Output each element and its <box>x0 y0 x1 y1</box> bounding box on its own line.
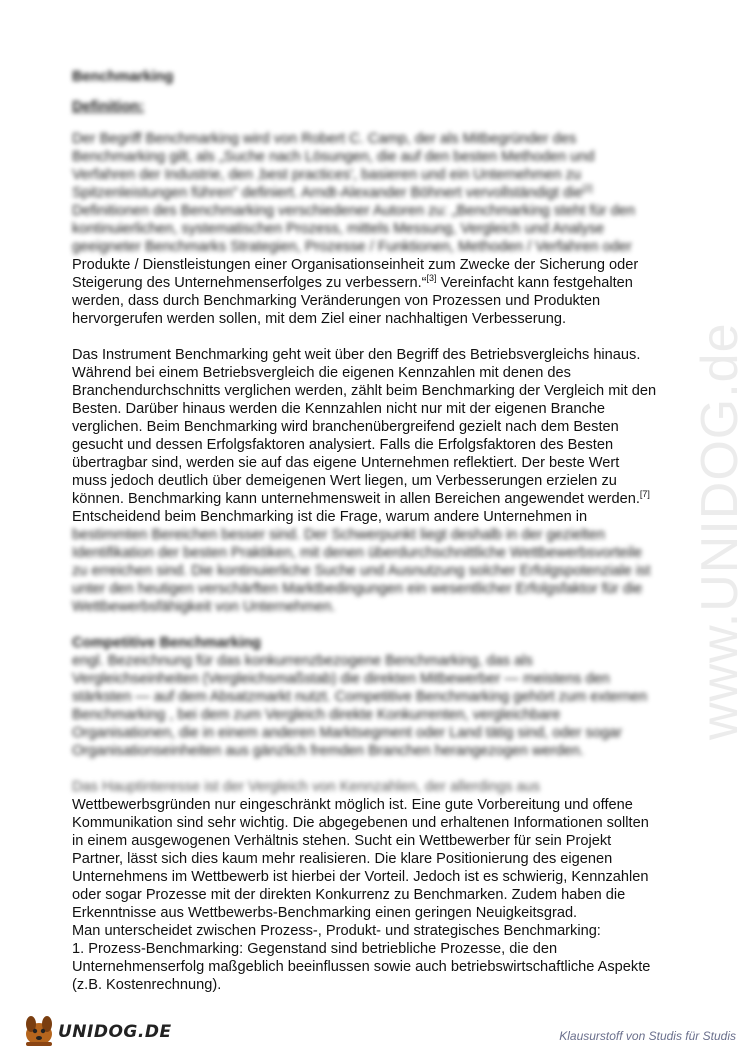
text-line: werden, dass durch Benchmarking Veränderungen von Prozessen und Produkten <box>72 293 601 309</box>
text-line: Wettbewerbsgründen nur eingeschränkt möglich ist. Eine gute Vorbereitung und offene <box>72 797 633 813</box>
text-line: Das Hauptinteresse ist der Vergleich von Kennzahlen, der allerdings aus <box>72 779 541 795</box>
text-line: engl. Bezeichnung für das konkurrenzbezogene Benchmarking, das als <box>72 653 533 669</box>
document-title: Benchmarking <box>72 69 174 85</box>
text-line: unter den heutigen verschärften Marktbedingungen ein wesentlicher Erfolgsfaktor für die <box>72 581 643 597</box>
footnote-ref: [2] <box>582 183 593 194</box>
text-line <box>72 274 682 292</box>
text-line: kontinuierlichen, systematischen Prozess, mittels Messung, Vergleich und Analyse <box>72 221 605 237</box>
unidog-logo[interactable] <box>22 1012 172 1048</box>
text-line-body: Steigerung des Unternehmenserfolges zu verbessern.“ <box>72 275 427 291</box>
text-line: Benchmarking gilt, als „Suche nach Lösungen, die auf den besten Methoden und <box>72 149 595 165</box>
paragraph-definition <box>72 130 682 328</box>
text-line: 1. Prozess-Benchmarking: Gegenstand sind betriebliche Prozesse, die den <box>72 941 558 957</box>
text-line <box>72 184 682 202</box>
text-line-tail: Vereinfacht kann festgehalten <box>436 275 633 291</box>
text-line: oder sogar Prozesse mit der direkten Konkurrenz zu Benchmarken. Zudem haben die <box>72 887 626 903</box>
text-line: Vergleichseinheiten (Vergleichsmaßstab) die direkten Mitbewerber — meistens den <box>72 671 610 687</box>
footnote-ref: [7] <box>639 489 650 500</box>
text-line: Organisationen, die in einem anderen Marktsegment oder Land tätig sind, oder sogar <box>72 725 623 741</box>
text-line: Entscheidend beim Benchmarking ist die Frage, warum andere Unternehmen in <box>72 509 588 525</box>
paragraph-main-interest <box>72 778 682 994</box>
text-line: (z.B. Kostenrechnung). <box>72 977 222 993</box>
text-line: Organisationseinheiten aus gänzlich fremden Branchen herangezogen werden. <box>72 743 584 759</box>
text-line: übertragbar sind, werden sie auf das eigene Unternehmen reflektiert. Der beste Wert <box>72 455 620 471</box>
text-line: Partner, lässt sich dies kaum mehr realisieren. Die klare Positionierung des eigenen <box>72 851 613 867</box>
text-line-body: können. Benchmarking kann unternehmensweit in allen Bereichen angewendet werden. <box>72 491 640 507</box>
dog-icon <box>22 1012 62 1048</box>
text-line: Wettbewerbsfähigkeit von Unternehmen. <box>72 599 336 615</box>
definition-heading: Definition: <box>72 99 145 115</box>
text-line: Identifikation der besten Praktiken, mit denen überdurchschnittliche Wettbewerbsvorteile <box>72 545 643 561</box>
footnote-ref: [3] <box>426 273 437 284</box>
text-line: Unternehmenserfolg maßgeblich beeinflussen sowie auch betriebswirtschaftliche Aspekte <box>72 959 651 975</box>
text-line: in einem ausgewogenen Verhältnis stehen. Sucht ein Wettbewerber für sein Projekt <box>72 833 612 849</box>
text-line: Definitionen des Benchmarking verschiedener Autoren zu: „Benchmarking steht für den <box>72 203 635 219</box>
text-line: verglichen. Beim Benchmarking wird branchenübergreifend gezielt nach dem Besten <box>72 419 619 435</box>
text-line: hervorgerufen werden sollen, mit dem Ziel einer nachhaltigen Verbesserung. <box>72 311 567 327</box>
logo-text: UNIDOG.DE <box>58 1022 172 1042</box>
text-line: Benchmarking , bei dem zum Vergleich direkte Konkurrenten, vergleichbare <box>72 707 561 723</box>
text-line: Erkenntnisse aus Wettbewerbs-Benchmarking einen geringen Neuigkeitsgrad. <box>72 905 578 921</box>
text-line: geeigneter Benchmarks Strategien, Prozesse / Funktionen, Methoden / Verfahren oder <box>72 239 632 255</box>
text-line: Branchendurchschnitts verglichen werden, zählt beim Benchmarking der Vergleich mit den <box>72 383 657 399</box>
text-line: Der Begriff Benchmarking wird von Robert C. Camp, der als Mitbegründer des <box>72 131 577 147</box>
text-line-body: Spitzenleistungen führen" definiert. Arndt-Alexander Böhnert vervollständigt die <box>72 185 583 201</box>
text-line: Produkte / Dienstleistungen einer Organisationseinheit zum Zwecke der Sicherung oder <box>72 257 639 273</box>
text-line <box>72 490 682 508</box>
text-line: stärksten — auf dem Absatzmarkt nutzt. Competitive Benchmarking gehört zum externen <box>72 689 648 705</box>
text-line: Besten. Darüber hinaus werden die Kennzahlen nicht nur mit der eigenen Branche <box>72 401 606 417</box>
text-line: Das Instrument Benchmarking geht weit über den Begriff des Betriebsvergleichs hinaus. <box>72 347 641 363</box>
text-line: Man unterscheidet zwischen Prozess-, Produkt- und strategisches Benchmarking: <box>72 923 601 939</box>
text-line: Während bei einem Betriebsvergleich die eigenen Kennzahlen mit denen des <box>72 365 571 381</box>
watermark-text: www.UNIDOG.de <box>691 322 749 740</box>
text-line: Verfahren der Industrie, den ‚best practices', basieren und ein Unternehmen zu <box>72 167 582 183</box>
paragraph-instrument <box>72 346 682 616</box>
document-body <box>72 68 682 1012</box>
text-line: Kommunikation sind sehr wichtig. Die abgegebenen und erhaltenen Informationen sollten <box>72 815 649 831</box>
text-line: Unternehmens im Wettbewerb ist hierbei der Vorteil. Jedoch ist es schwierig, Kennzahlen <box>72 869 649 885</box>
footer-tagline: Klausurstoff von Studis für Studis <box>559 1029 736 1043</box>
text-line: zu erreichen sind. Die kontinuierliche Suche und Ausnutzung solcher Erfolgspotenziale ist <box>72 563 651 579</box>
text-line: bestimmten Bereichen besser sind. Der Schwerpunkt liegt deshalb in der gezielten <box>72 527 605 543</box>
competitive-heading: Competitive Benchmarking <box>72 635 261 651</box>
text-line: gesucht und dessen Erfolgsfaktoren analysiert. Falls die Erfolgsfaktoren des Besten <box>72 437 614 453</box>
text-line: muss jedoch deutlich über demeigenen Wert liegen, um Verbesserungen erzielen zu <box>72 473 617 489</box>
paragraph-competitive <box>72 652 682 760</box>
